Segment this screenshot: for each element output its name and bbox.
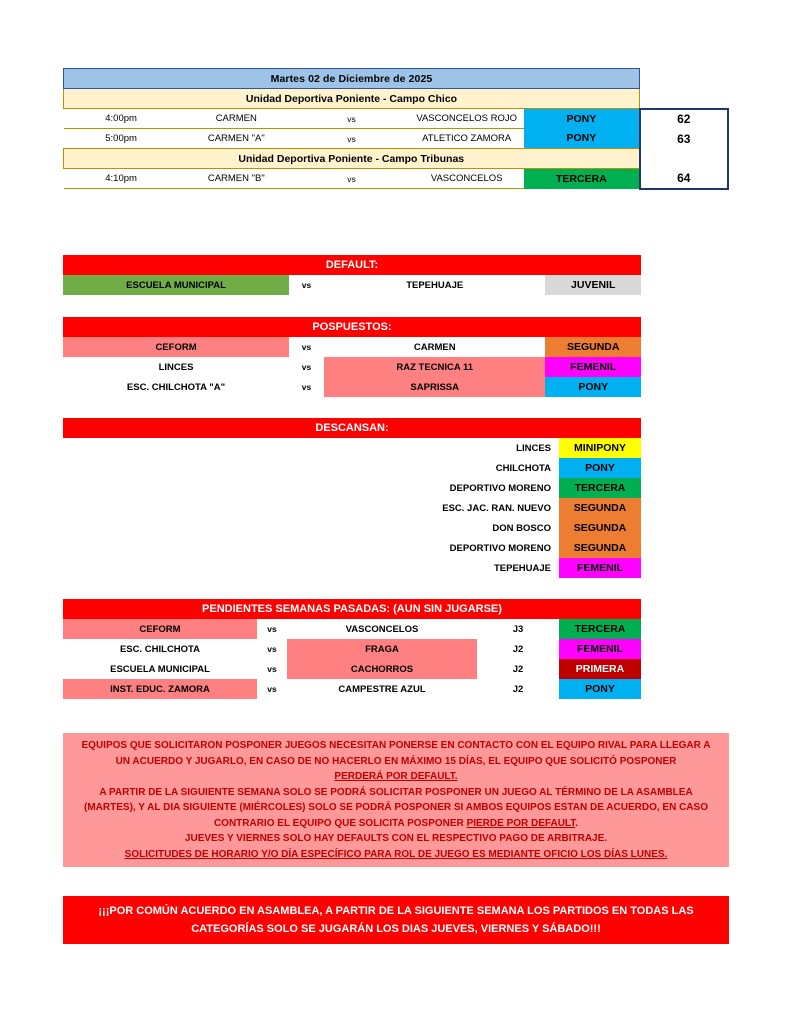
descansan-table — [63, 438, 641, 578]
pendientes-left-team: ESCUELA MUNICIPAL — [110, 663, 210, 675]
game-time: 4:10pm — [64, 169, 179, 189]
pendientes-category-badge: FEMENIL — [559, 639, 641, 659]
pospuestos-right-team: CARMEN — [413, 341, 456, 353]
table-row — [63, 558, 641, 578]
default-table — [63, 275, 641, 295]
pendientes-right-team: CAMPESTRE AZUL — [338, 683, 426, 695]
pospuestos-right-team: RAZ TECNICA 11 — [324, 357, 545, 377]
table-row — [63, 275, 641, 295]
descansan-category-badge: MINIPONY — [559, 438, 641, 458]
descansan-category-badge: FEMENIL — [559, 558, 641, 578]
game-category-badge: PONY — [524, 109, 639, 129]
note-line-3 — [73, 769, 719, 785]
field-header-row — [64, 149, 729, 169]
field-header-row — [64, 89, 729, 109]
note-line-6 — [73, 816, 719, 832]
vs-label: vs — [294, 129, 409, 149]
pendientes-left-team: ESC. CHILCHOTA — [119, 643, 201, 655]
game-number: 63 — [640, 129, 729, 149]
descansan-team: DEPORTIVO MORENO — [449, 542, 551, 554]
game-home-team: CARMEN — [179, 109, 294, 129]
rules-note-block — [63, 733, 729, 867]
pospuestos-table — [63, 337, 641, 397]
table-row — [63, 538, 641, 558]
default-banner: DEFAULT: — [63, 255, 641, 275]
game-home-team: CARMEN "A" — [179, 129, 294, 149]
pospuestos-category-badge: PONY — [545, 377, 641, 397]
pendientes-category-badge: TERCERA — [559, 619, 641, 639]
game-number: 64 — [640, 169, 729, 189]
note-line-3-underline: PERDERÁ POR DEFAULT. — [334, 771, 458, 782]
default-left-team: ESCUELA MUNICIPAL — [63, 275, 289, 295]
table-row — [63, 458, 641, 478]
spacer-cell — [640, 69, 729, 89]
game-away-team: ATLETICO ZAMORA — [409, 129, 524, 149]
game-time: 4:00pm — [64, 109, 179, 129]
table-row — [63, 679, 641, 699]
pendientes-jornada: J2 — [512, 643, 524, 655]
table-row — [63, 377, 641, 397]
spacer-cell — [640, 89, 729, 109]
pospuestos-banner: POSPUESTOS: — [63, 317, 641, 337]
table-row — [63, 639, 641, 659]
game-number: 62 — [640, 109, 729, 129]
schedule-date-header: Martes 02 de Diciembre de 2025 — [64, 69, 640, 89]
vs-label: vs — [267, 684, 277, 694]
pospuestos-left-team: LINCES — [158, 361, 194, 373]
table-row — [63, 518, 641, 538]
pendientes-right-team: FRAGA — [287, 639, 477, 659]
field-name-chico: Unidad Deportiva Poniente - Campo Chico — [64, 89, 640, 109]
descansan-team: ESC. JAC. RAN. NUEVO — [442, 502, 551, 514]
table-row — [63, 478, 641, 498]
pendientes-left-team: CEFORM — [63, 619, 257, 639]
pendientes-banner: PENDIENTES SEMANAS PASADAS: (AUN SIN JUGARSE) — [63, 599, 641, 619]
note-line-6-text: CONTRARIO EL EQUIPO QUE SOLICITA POSPONER — [213, 817, 464, 829]
descansan-team: CHILCHOTA — [495, 462, 551, 474]
pendientes-right-team: CACHORROS — [287, 659, 477, 679]
pospuestos-category-badge: FEMENIL — [545, 357, 641, 377]
table-row — [63, 659, 641, 679]
schedule-block — [63, 68, 729, 190]
table-row — [63, 357, 641, 377]
pospuestos-section — [63, 317, 641, 397]
pendientes-section — [63, 599, 641, 699]
note-line-6-underline: PIERDE POR DEFAULT — [466, 817, 576, 829]
pospuestos-left-team: ESC. CHILCHOTA "A" — [126, 381, 226, 393]
vs-label: vs — [301, 362, 312, 372]
game-away-team: VASCONCELOS ROJO — [409, 109, 524, 129]
note-line-1: EQUIPOS QUE SOLICITARON POSPONER JUEGOS NECESITAN PONERSE EN CONTACTO CON EL EQUIPO RIVAL PARA LLEGAR A — [81, 740, 711, 751]
default-section — [63, 255, 641, 295]
game-row — [64, 109, 729, 129]
note-line-8-underline: SOLICITUDES DE HORARIO Y/O DÍA ESPECÍFICO PARA ROL DE JUEGO ES MEDIANTE OFICIO LOS DÍAS LUNES. — [124, 848, 668, 860]
game-time: 5:00pm — [64, 129, 179, 149]
descansan-team: DON BOSCO — [492, 522, 551, 534]
vs-label: vs — [267, 664, 277, 674]
pendientes-category-badge: PONY — [559, 679, 641, 699]
descansan-team: DEPORTIVO MORENO — [449, 482, 551, 494]
game-away-team: VASCONCELOS — [409, 169, 524, 189]
descansan-category-badge: PONY — [559, 458, 641, 478]
vs-label: vs — [267, 644, 277, 654]
vs-label: vs — [301, 280, 312, 290]
final-note-line-2: CATEGORÍAS SOLO SE JUGARÁN LOS DIAS JUEVES, VIERNES Y SÁBADO!!! — [191, 923, 601, 935]
game-row — [64, 129, 729, 149]
note-line-7: JUEVES Y VIERNES SOLO HAY DEFAULTS CON EL RESPECTIVO PAGO DE ARBITRAJE. — [184, 833, 608, 844]
pospuestos-left-team: CEFORM — [63, 337, 289, 357]
descansan-category-badge: SEGUNDA — [559, 498, 641, 518]
table-row — [63, 337, 641, 357]
pendientes-category-badge: PRIMERA — [559, 659, 641, 679]
field-name-tribunas: Unidad Deportiva Poniente - Campo Tribunas — [64, 149, 640, 169]
vs-label: vs — [267, 624, 277, 634]
pendientes-right-team: VASCONCELOS — [345, 623, 419, 635]
descansan-category-badge: TERCERA — [559, 478, 641, 498]
note-line-8 — [73, 847, 719, 863]
note-line-2: UN ACUERDO Y JUGARLO, EN CASO DE NO HACERLO EN MÁXIMO 15 DÍAS, EL EQUIPO QUE SOLICITÓ POSPONER — [115, 755, 677, 767]
note-line-4: A PARTIR DE LA SIGUIENTE SEMANA SOLO SE PODRÁ SOLICITAR POSPONER UN JUEGO AL TÉRMINO DE LA ASAMBLEA — [99, 786, 693, 798]
note-line-5: (MARTES), Y AL DIA SIGUIENTE (MIÉRCOLES) SOLO SE PODRÁ POSPONER SI AMBOS EQUIPOS ESTAN DE ACUERDO, EN CASO — [84, 802, 708, 813]
note-line-6-period: . — [575, 817, 579, 829]
descansan-section — [63, 418, 641, 578]
descansan-category-badge: SEGUNDA — [559, 518, 641, 538]
default-category-badge: JUVENIL — [545, 275, 641, 295]
pendientes-jornada: J3 — [512, 623, 524, 635]
game-row — [64, 169, 729, 189]
final-note-block — [63, 896, 729, 944]
pendientes-jornada: J2 — [512, 683, 524, 695]
game-category-badge: PONY — [524, 129, 639, 149]
table-row — [63, 498, 641, 518]
pendientes-table — [63, 619, 641, 699]
table-row — [63, 619, 641, 639]
pendientes-left-team: INST. EDUC. ZAMORA — [63, 679, 257, 699]
descansan-team: TEPEHUAJE — [493, 562, 551, 574]
vs-label: vs — [294, 169, 409, 189]
game-home-team: CARMEN "B" — [179, 169, 294, 189]
spacer-cell — [640, 149, 729, 169]
vs-label: vs — [301, 342, 312, 352]
vs-label: vs — [294, 109, 409, 129]
schedule-table — [63, 68, 729, 190]
game-category-badge: TERCERA — [524, 169, 639, 189]
descansan-banner: DESCANSAN: — [63, 418, 641, 438]
default-right-team: TEPEHUAJE — [406, 279, 464, 291]
table-row — [63, 438, 641, 458]
pendientes-jornada: J2 — [512, 663, 524, 675]
vs-label: vs — [301, 382, 312, 392]
schedule-date-row — [64, 69, 729, 89]
descansan-team: LINCES — [516, 442, 551, 454]
pospuestos-right-team: SAPRISSA — [324, 377, 545, 397]
final-note-line-1: ¡¡¡POR COMÚN ACUERDO EN ASAMBLEA, A PARTIR DE LA SIGUIENTE SEMANA LOS PARTIDOS EN TODAS LAS — [98, 905, 694, 917]
descansan-category-badge: SEGUNDA — [559, 538, 641, 558]
pospuestos-category-badge: SEGUNDA — [545, 337, 641, 357]
